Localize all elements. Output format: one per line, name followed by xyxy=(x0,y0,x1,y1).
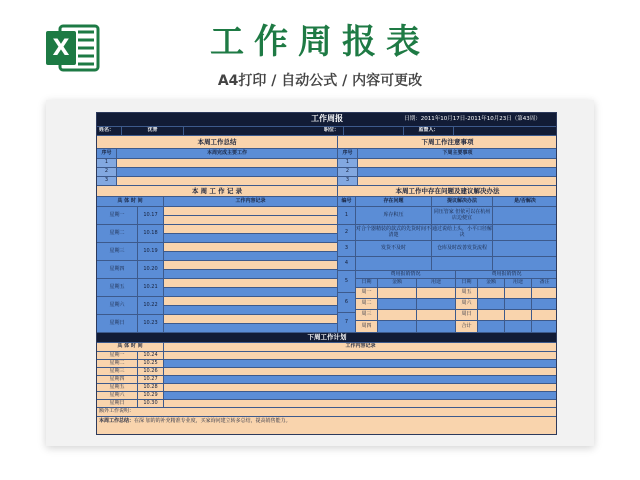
plan-content[interactable] xyxy=(164,376,557,384)
expense-note[interactable] xyxy=(532,321,557,333)
num-col-header: 编号 xyxy=(338,197,356,207)
expense-purpose[interactable] xyxy=(417,321,456,333)
plan-content[interactable] xyxy=(164,352,557,360)
seq-label: 序号 xyxy=(338,149,358,159)
summary-text: 在深 加的的补充精准专业度，买家询问建立转多总结，提高销售能力。 xyxy=(134,418,291,424)
expense-purpose[interactable] xyxy=(505,310,532,321)
name-label: 姓名： xyxy=(97,127,122,136)
sheet-title: 工作周报 xyxy=(97,113,557,127)
weekly-summary[interactable] xyxy=(97,417,557,435)
day-date: 10.23 xyxy=(138,315,164,333)
main-work-cell[interactable] xyxy=(117,159,338,168)
day-label: 星期五 xyxy=(97,279,138,297)
plan-content[interactable] xyxy=(164,360,557,368)
day-date: 10.19 xyxy=(138,243,164,261)
plan-date: 10.26 xyxy=(138,368,164,376)
page-subtitle: A4打印 / 自动公式 / 内容可更改 xyxy=(217,73,423,89)
day-label: 星期二 xyxy=(97,225,138,243)
next-main-cell[interactable] xyxy=(358,177,557,186)
problems-list xyxy=(97,207,557,271)
expense-amount[interactable] xyxy=(378,288,417,299)
content-col-header: 工作内容记录 xyxy=(164,197,338,207)
main-work-cell[interactable] xyxy=(117,168,338,177)
svg-text:X: X xyxy=(52,36,70,61)
expense-day: 合计 xyxy=(456,321,478,333)
expense-day: 周二 xyxy=(356,299,378,310)
row-number: 1 xyxy=(338,159,358,168)
day-label: 星期六 xyxy=(97,297,138,315)
day-label: 星期四 xyxy=(97,261,138,279)
name-value[interactable]: 沈青 xyxy=(122,127,184,136)
expense-col-header: 金额 xyxy=(378,279,417,288)
plan-day: 星期五 xyxy=(97,384,138,392)
position-value[interactable] xyxy=(344,127,404,136)
next-main-cell[interactable] xyxy=(358,159,557,168)
plan-day: 星期一 xyxy=(97,352,138,360)
row-number: 5 xyxy=(338,271,356,293)
problem-num: 1 xyxy=(338,207,356,225)
plan-date: 10.24 xyxy=(138,352,164,360)
spreadsheet xyxy=(96,112,557,435)
expense-col-header: 备注 xyxy=(532,279,557,288)
row-number: 2 xyxy=(97,168,117,177)
problem-num: 4 xyxy=(338,257,356,271)
time-col-header: 具 体 时 间 xyxy=(97,197,164,207)
plan-content[interactable] xyxy=(164,384,557,392)
expense-amount[interactable] xyxy=(378,310,417,321)
plan-date: 10.30 xyxy=(138,400,164,408)
solution-text[interactable]: 仓库及时改善发货流程 xyxy=(432,241,493,257)
problem-text[interactable]: 库存积压 xyxy=(356,207,432,225)
expense-amount[interactable] xyxy=(378,299,417,310)
seq-label: 序号 xyxy=(97,149,117,159)
expense-amount[interactable] xyxy=(478,288,505,299)
plan-time-col-header: 具 体 时 间 xyxy=(97,343,164,352)
solution-text[interactable]: 同压管家 但依可以在杭州店边便宜 xyxy=(432,207,493,225)
resolved-cell[interactable] xyxy=(493,225,557,241)
plan-content-col-header: 工作内容记录 xyxy=(164,343,557,352)
expense-note[interactable] xyxy=(532,288,557,299)
page-header xyxy=(0,0,640,100)
plan-date: 10.25 xyxy=(138,360,164,368)
plan-content[interactable] xyxy=(164,400,557,408)
day-date: 10.22 xyxy=(138,297,164,315)
plan-day: 星期三 xyxy=(97,368,138,376)
problem-text[interactable]: 发货不及时 xyxy=(356,241,432,257)
plan-date: 10.28 xyxy=(138,384,164,392)
expense-purpose[interactable] xyxy=(417,310,456,321)
expense-right-title: 费用报销情况 xyxy=(456,271,557,279)
problem-num: 2 xyxy=(338,225,356,241)
plan-content[interactable] xyxy=(164,368,557,376)
row-number: 2 xyxy=(338,168,358,177)
plan-day: 星期四 xyxy=(97,376,138,384)
resolved-cell[interactable] xyxy=(493,241,557,257)
day-date: 10.21 xyxy=(138,279,164,297)
problem-col-header: 存在问题 xyxy=(356,197,432,207)
row-number: 6 xyxy=(338,293,356,313)
expense-col-header: 日期 xyxy=(356,279,378,288)
day-label: 星期三 xyxy=(97,243,138,261)
supervisor-value[interactable] xyxy=(454,127,557,136)
summary-header: 本周工作总结 xyxy=(97,136,338,149)
day-date: 10.20 xyxy=(138,261,164,279)
summary-label: 本周工作总结： xyxy=(99,418,135,424)
expense-amount[interactable] xyxy=(478,321,505,333)
expense-purpose[interactable] xyxy=(505,299,532,310)
expense-day: 周日 xyxy=(456,310,478,321)
row-number: 3 xyxy=(338,177,358,186)
plan-date: 10.27 xyxy=(138,376,164,384)
solution-text[interactable] xyxy=(432,257,493,271)
date-range: 日期：2011年10月17日-2011年10月23日（第43周） xyxy=(404,116,541,123)
expense-purpose[interactable] xyxy=(505,288,532,299)
expense-amount[interactable] xyxy=(478,299,505,310)
expense-day: 周三 xyxy=(356,310,378,321)
expense-day: 周五 xyxy=(456,288,478,299)
expense-amount[interactable] xyxy=(478,310,505,321)
plan-day: 星期日 xyxy=(97,400,138,408)
row-number: 7 xyxy=(338,313,356,333)
expense-left-title: 费用报销情况 xyxy=(356,271,456,279)
expense-col-header: 用途 xyxy=(417,279,456,288)
expense-col-header: 用途 xyxy=(505,279,532,288)
problems-header: 本周工作中存在问题及建议解决办法 xyxy=(338,186,557,197)
expense-day: 周六 xyxy=(456,299,478,310)
next-notes-header: 下周工作注意事项 xyxy=(338,136,557,149)
expense-amount[interactable] xyxy=(378,321,417,333)
expense-day: 周一 xyxy=(356,288,378,299)
problem-text[interactable] xyxy=(356,257,432,271)
page-title: 工作周报表 xyxy=(210,22,430,62)
main-work-header: 本周完成主要工作 xyxy=(117,149,338,159)
row-number: 3 xyxy=(97,177,117,186)
solution-col-header: 提议解决办法 xyxy=(432,197,493,207)
plan-day: 星期二 xyxy=(97,360,138,368)
expense-purpose[interactable] xyxy=(417,299,456,310)
expense-section xyxy=(97,271,557,333)
problem-num: 3 xyxy=(338,241,356,257)
position-label: 职位： xyxy=(184,127,344,136)
day-label: 星期日 xyxy=(97,315,138,333)
solution-text[interactable]: 通过说给上头，小平口径解决 xyxy=(432,225,493,241)
day-label: 星期一 xyxy=(97,207,138,225)
day-date: 10.17 xyxy=(138,207,164,225)
record-header: 本 周 工 作 记 录 xyxy=(97,186,338,197)
plan-content[interactable] xyxy=(164,392,557,400)
row-number: 1 xyxy=(97,159,117,168)
expense-purpose[interactable] xyxy=(417,288,456,299)
resolved-col-header: 是/否解决 xyxy=(493,197,557,207)
expense-col-header: 金额 xyxy=(478,279,505,288)
day-date: 10.18 xyxy=(138,225,164,243)
resolved-cell[interactable] xyxy=(493,257,557,271)
plan-date: 10.29 xyxy=(138,392,164,400)
plan-list xyxy=(97,352,557,408)
expense-note[interactable] xyxy=(532,299,557,310)
expense-day: 周四 xyxy=(356,321,378,333)
next-main-header: 下周主要事项 xyxy=(358,149,557,159)
supervisor-label: 监督人： xyxy=(404,127,454,136)
expense-note[interactable] xyxy=(532,310,557,321)
expense-purpose[interactable] xyxy=(505,321,532,333)
next-main-cell[interactable] xyxy=(358,168,557,177)
main-work-cell[interactable] xyxy=(117,177,338,186)
problem-text[interactable]: 对合个器精装的款式的先货时间不清楚 xyxy=(356,225,432,241)
expense-col-header: 日期 xyxy=(456,279,478,288)
extra-work-label[interactable]: 额外工作说明： xyxy=(97,408,557,417)
resolved-cell[interactable] xyxy=(493,207,557,225)
plan-day: 星期六 xyxy=(97,392,138,400)
plan-header: 下周工作计划 xyxy=(97,333,557,343)
